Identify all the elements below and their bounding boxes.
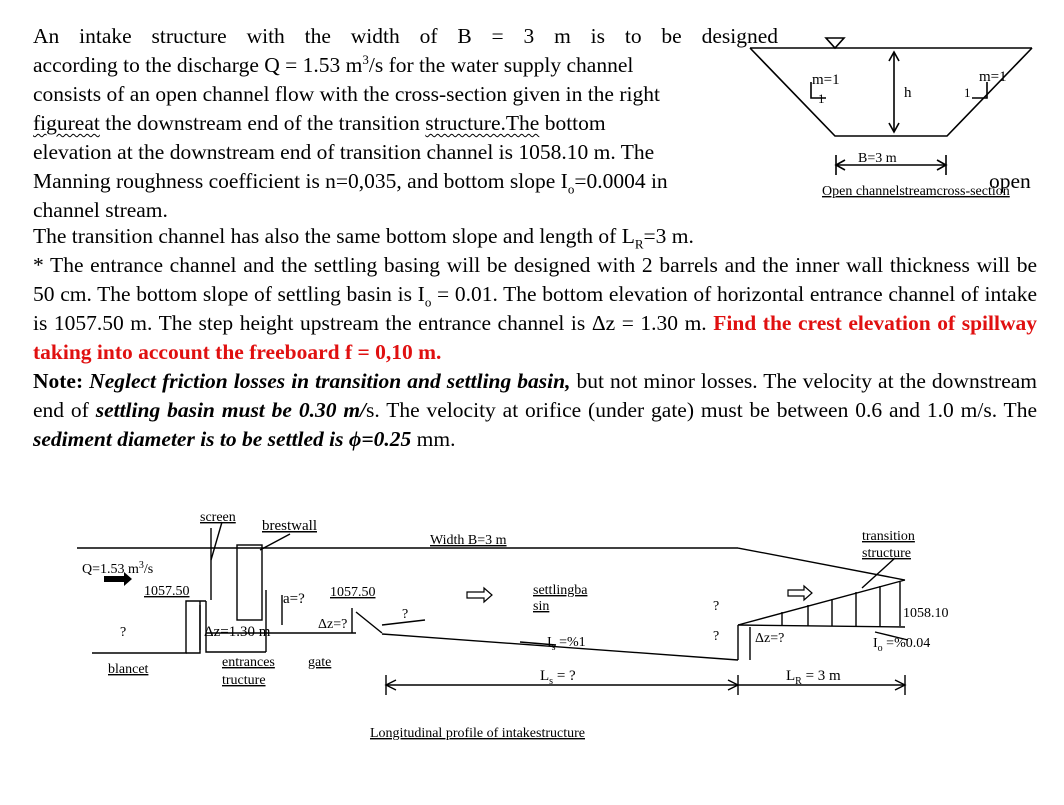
text-fragment: Manning roughness coefficient is n=0,035, and bottom slope I [33,169,568,193]
text-fragment: = 0.01. The bottom elevation of horizontal entrance channel of intake is 1057.50 m. The step height upstream the entrance channel is Δz = 1.30 m. [33,282,1038,335]
text-fragment: but not minor losses. The velocity at the downstream end of [33,369,1037,422]
elevation-entrance: 1057.50 [330,585,376,600]
text-fragment: s. The velocity at orifice (under gate) must be between 0.6 and 1.0 m/s. The [366,398,1037,422]
transition-length-label: $L_R = 3$ m [786,668,841,687]
depth-label: h [904,85,912,101]
text-fragment: structure.The [425,111,540,135]
text-fragment: sediment diameter is to be settled is [33,427,349,451]
step-right-label: Δz=? [755,631,785,646]
text-fragment: * The entrance channel and the settling basing will be designed with 2 barrels and the inner wall thickness will be 50 cm. The bottom slope of settling basin is I [33,253,1037,306]
elevation-upstream: 1057.50 [144,584,190,599]
unknown-upstream: ? [120,625,127,640]
entrance-structure-label-2: tructure [222,673,266,688]
text-fragment: the downstream end of the transition [99,111,426,135]
slope-label-left: m=1 [812,72,840,88]
gate-label: gate [308,655,332,670]
text-line: channel stream. [33,198,168,222]
discharge-label: Q=1.53 $m^3/s$ [82,560,154,577]
transition-label-1: transition [862,529,915,544]
screen-leader [211,522,222,560]
text-fragment: /s for the water supply channel [368,53,634,77]
phi-symbol: ϕ [348,427,362,451]
transition-slope-label: $I_o =\%0.04$ [873,636,931,654]
basin-length-label: $L_s$ = ? [540,668,576,687]
text-fragment: =3 m. [643,224,694,248]
settling-basin-label-2: sin [533,599,550,614]
text-fragment: =0.25 [361,427,412,451]
orifice-height-label: a=? [283,591,305,607]
transition-label-2: structure [862,546,911,561]
note-label: Note: [33,369,84,393]
text-fragment: open [989,169,1031,193]
unknown-transition-top: ? [713,599,720,614]
text-line: elevation at the downstream end of transition channel is 1058.10 m. The [33,140,655,164]
breastwall [237,545,262,620]
flow-arrow-basin [467,588,492,602]
unknown-transition-bottom: ? [713,629,720,644]
subscript: o [424,294,432,310]
upstream-step [186,601,200,653]
slope-one-left: 1 [818,91,825,106]
upstream-bed [92,601,206,653]
superscript: 3 [362,51,369,67]
blanket-label: blancet [108,662,149,677]
text-fragment: =0.0004 in [574,169,668,193]
flow-arrow-transition [788,586,812,600]
text-line: An intake structure with the width of B = 3 m is to be designed [33,24,778,48]
brestwall-label: brestwall [262,518,317,534]
step-height-label: Δz=1.30 m [204,624,271,640]
text-fragment: figureat [33,111,100,135]
profile-caption: Longitudinal profile of intakestructure [370,726,585,741]
step-drop [356,612,382,633]
text-fragment: mm. [411,427,456,451]
highlighted-question: Find the crest elevation of spillway taking into account the freeboard f = 0,10 m. [33,311,1037,364]
text-fragment: settling basin must be 0.30 m/ [95,398,367,422]
text-fragment: Neglect friction losses in transition and settling basin, [83,369,571,393]
slope-one-right: 1 [964,85,971,100]
subscript: R [634,236,644,252]
unknown-basin: ? [402,607,409,622]
screen-label: screen [200,510,236,525]
entrance-structure-label-1: entrances [222,655,275,670]
slope-label-right: m=1 [979,69,1007,85]
text-fragment: according to the discharge Q = 1.53 m [33,53,363,77]
cross-section-caption: Open channelstreamcross-section [822,184,1010,199]
basin-slope-label: $I_s =\%1$ [547,635,586,653]
width-label: B=3 m [858,151,897,166]
subscript: o [567,181,575,197]
text-fragment: The transition channel has also the same bottom slope and length of L [33,224,635,248]
settling-basin-label-1: settlingba [533,583,588,598]
text-line: consists of an open channel flow with the cross-section given in the right [33,82,660,106]
width-label: Width B=3 m [430,533,507,548]
text-fragment: bottom [539,111,606,135]
elevation-downstream: 1058.10 [903,606,949,621]
step-mid-label: Δz=? [318,617,348,632]
